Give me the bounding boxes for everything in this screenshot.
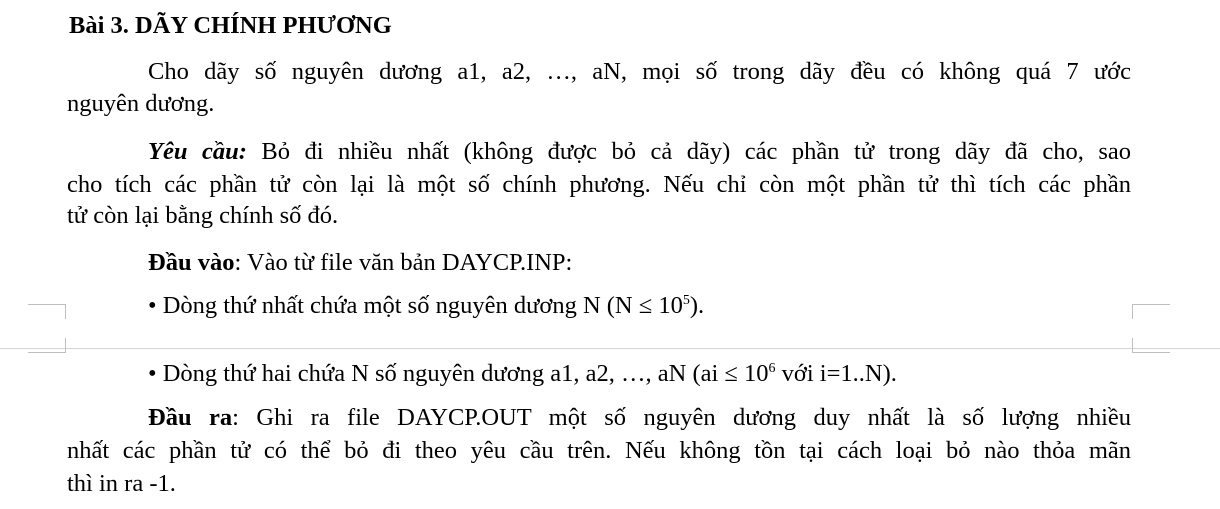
input-heading [148,248,572,278]
output-line-3: thì in ra -1. [67,470,176,497]
output-line-2: nhất các phần tử có thể bỏ đi theo yêu cầu trên. Nếu không tồn tại cách loại bỏ nào thỏa mãn [67,437,1131,464]
input-bullet-2-exponent: 6 [768,361,776,376]
margin-corner-mark-top-right [1132,304,1170,319]
requirement-line-2: cho tích các phần tử còn lại là một số chính phương. Nếu chỉ còn một phần tử thì tích các phần [67,171,1131,198]
input-label: Đầu vào [148,249,235,276]
input-bullet-2 [148,359,897,393]
output-label: Đầu ra [148,404,233,431]
input-bullet-1-suffix: ). [689,292,705,319]
requirement-line-3: tử còn lại bằng chính số đó. [67,202,339,229]
intro-line-1: Cho dãy số nguyên dương a1, a2, …, aN, mọi số trong dãy đều có không quá 7 ước [148,58,1131,85]
input-bullet-2-text: • Dòng thứ hai chứa N số nguyên dương a1, a2, …, aN (ai ≤ 10 [148,360,769,387]
output-line-1-text: : Ghi ra file DAYCP.OUT một số nguyên dương duy nhất là số lượng nhiều [232,404,1131,431]
input-bullet-1-exponent: 5 [682,293,690,308]
margin-corner-mark-bottom-right [1132,338,1170,353]
margin-corner-mark-top-left [28,304,66,319]
problem-title: Bài 3. DÃY CHÍNH PHƯƠNG [69,12,392,39]
input-bullet-1 [148,291,704,325]
requirement-line-1 [148,137,1131,167]
output-line-1 [148,403,1131,433]
requirement-label: Yêu cầu: [148,138,247,165]
margin-corner-mark-bottom-left [28,338,66,353]
input-bullet-2-suffix: với i=1..N). [775,360,897,387]
requirement-line-1-text: Bỏ đi nhiều nhất (không được bỏ cả dãy) các phần tử trong dãy đã cho, sao [246,138,1132,165]
intro-line-2: nguyên dương. [67,90,215,117]
input-bullet-1-text: • Dòng thứ nhất chứa một số nguyên dương N (N ≤ 10 [148,292,683,319]
input-text: : Vào từ file văn bản DAYCP.INP: [234,249,573,276]
page-break-divider [0,348,1220,349]
